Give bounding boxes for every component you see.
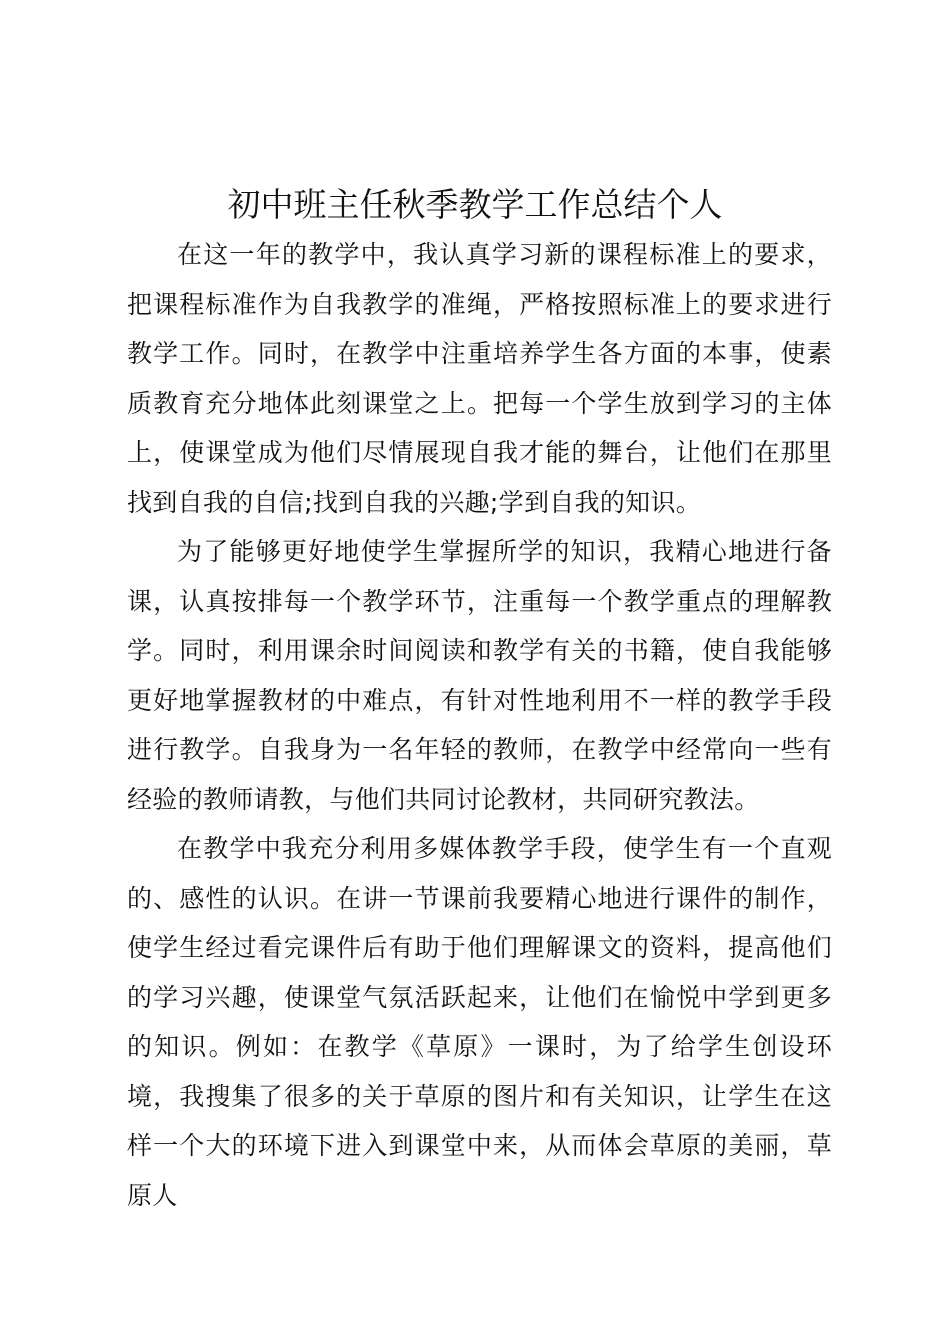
document-title: 初中班主任秋季教学工作总结个人 (227, 185, 723, 224)
paragraph-1: 在这一年的教学中，我认真学习新的课程标准上的要求，把课程标准作为自我教学的准绳，严格按照标准上的要求进行教学工作。同时，在教学中注重培养学生各方面的本事，使素质教育充分地体此刻课堂之上。把每一个学生放到学习的主体上，使课堂成为他们尽情展现自我才能的舞台，让他们在那里找到自我的自信;找到自我的兴趣;学到自我的知识。 (127, 240, 832, 517)
paragraph-3: 在教学中我充分利用多媒体教学手段，使学生有一个直观的、感性的认识。在讲一节课前我要精心地进行课件的制作，使学生经过看完课件后有助于他们理解课文的资料，提高他们的学习兴趣，使课堂气氛活跃起来，让他们在愉悦中学到更多的知识。例如：在教学《草原》一课时，为了给学生创设环境，我搜集了很多的关于草原的图片和有关知识，让学生在这样一个大的环境下进入到课堂中来，从而体会草原的美丽，草原人 (127, 834, 832, 1210)
paragraph-2: 为了能够更好地使学生掌握所学的知识，我精心地进行备课，认真按排每一个教学环节，注重每一个教学重点的理解教学。同时，利用课余时间阅读和教学有关的书籍，使自我能够更好地掌握教材的中难点，有针对性地利用不一样的教学手段进行教学。自我身为一名年轻的教师，在教学中经常向一些有经验的教师请教，与他们共同讨论教材，共同研究教法。 (127, 537, 832, 814)
document-body (127, 230, 832, 1220)
